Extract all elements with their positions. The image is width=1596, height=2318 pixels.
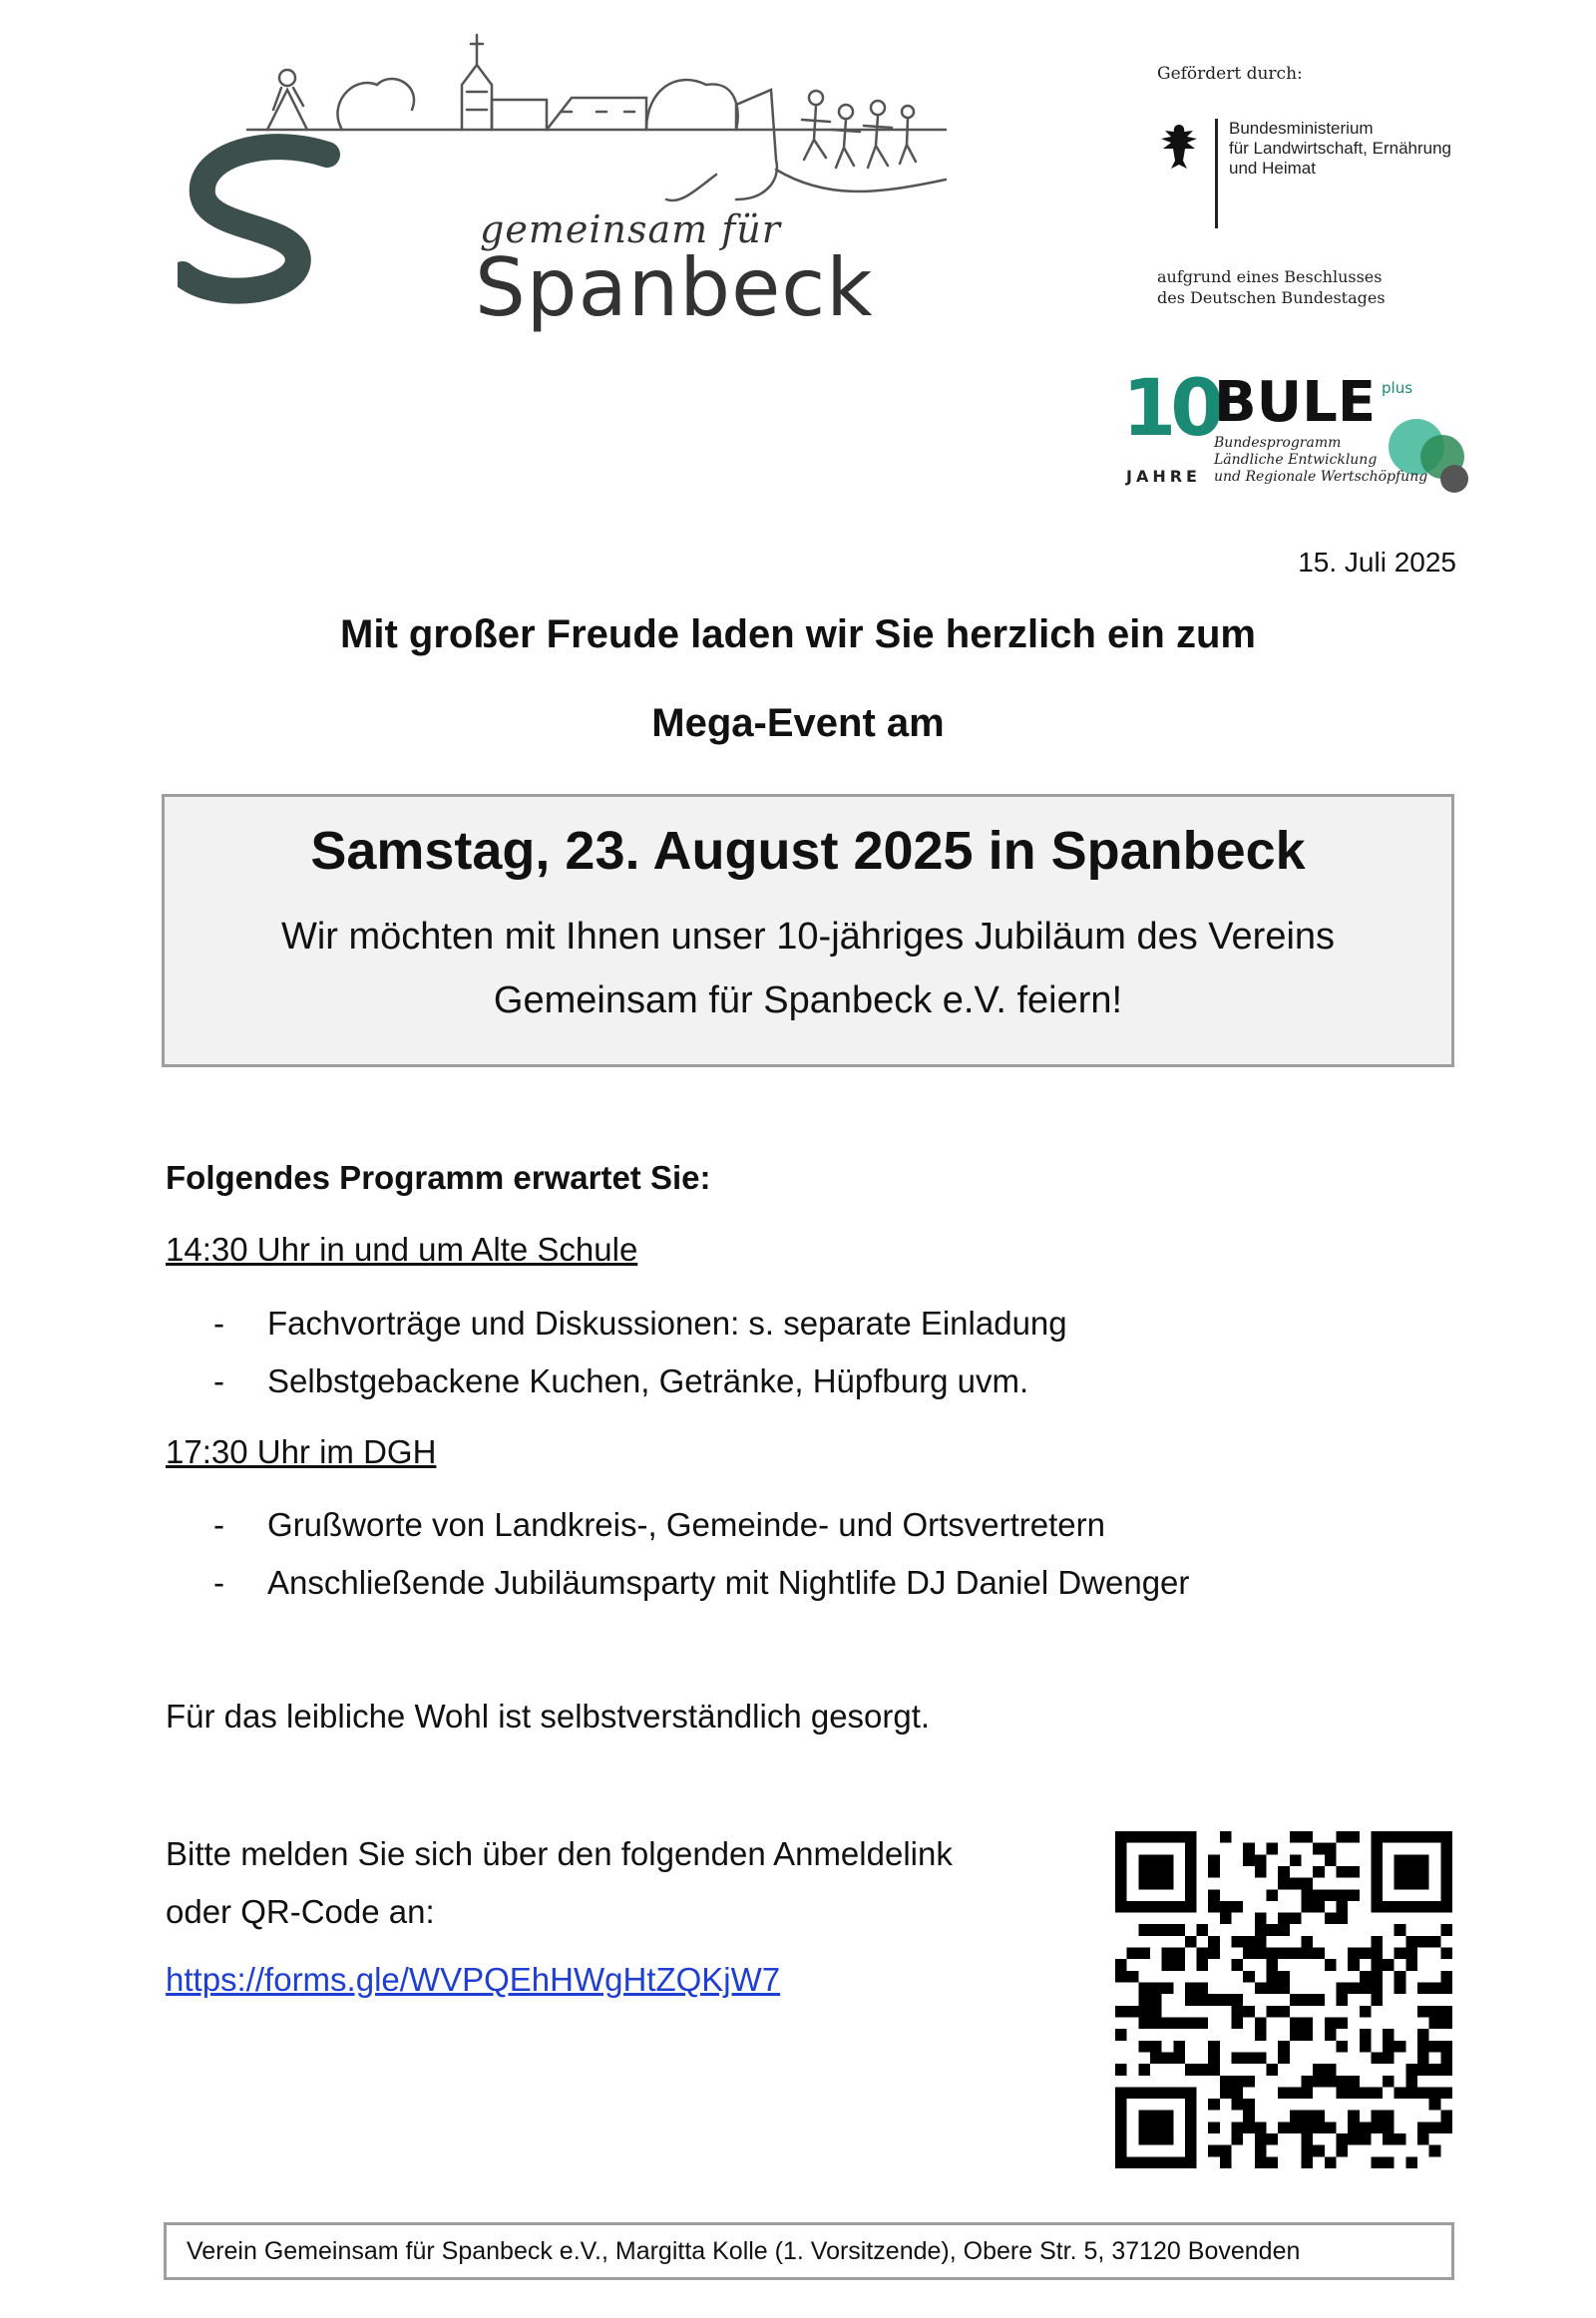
bule-description-line-2: Ländliche Entwicklung [1214,452,1378,468]
list-item [213,1496,1189,1554]
bule-name: BULE [1214,370,1377,435]
bule-years-label: JAHRE [1126,467,1201,486]
catering-note: Für das leibliche Wohl ist selbstverständlich gesorgt. [166,1698,931,1735]
bule-description [1214,435,1427,486]
program-item-text: Grußworte von Landkreis-, Gemeinde- und Ortsvertretern [267,1506,1106,1543]
registration-link[interactable]: https://forms.gle/WVPQEhHWgHtZQKjW7 [166,1961,781,1998]
bule-anniversary-number: 10 [1122,364,1219,454]
bule-plus-label: plus [1382,379,1413,397]
letter-date: 15. Juli 2025 [1298,547,1456,578]
list-item [213,1352,1067,1410]
bule-description-line-1: Bundesprogramm [1214,435,1342,451]
event-description-line-2: Gemeinsam für Spanbeck e.V. feiern! [493,979,1123,1021]
bundestag-note-line-2: des Deutschen Bundestages [1157,288,1386,307]
logo-title: Spanbeck [475,241,874,334]
program-list-2 [213,1496,1189,1612]
program-time-2: 17:30 Uhr im DGH [166,1433,437,1470]
event-description-line-1: Wir möchten mit Ihnen unser 10-jähriges Jubiläum des Vereins [280,916,1336,958]
program-list-1 [213,1295,1067,1410]
qr-code-icon [1115,1831,1452,2168]
federal-eagle-icon [1157,119,1201,173]
registration-qr-code[interactable] [1115,1831,1452,2168]
funding-intro: Gefördert durch: [1157,64,1303,84]
ministry-divider [1215,119,1218,228]
registration-text [166,1825,1113,1941]
event-date-title: Samstag, 23. August 2025 in Spanbeck [310,821,1306,881]
program-time-1: 14:30 Uhr in und um Alte Schule [166,1231,638,1268]
verein-logo [178,30,1005,334]
bullet-dash: - [213,1305,224,1342]
invitation-line-1: Mit großer Freude laden wir Sie herzlich ein zum [340,612,1256,656]
bullet-dash: - [213,1506,224,1543]
ministry-name [1229,119,1451,179]
list-item [213,1554,1189,1612]
funding-notice [1157,64,1476,307]
ministry-line-3: und Heimat [1229,159,1316,178]
bullet-dash: - [213,1362,224,1399]
bundestag-note [1157,266,1386,308]
bule-logo [1122,364,1471,499]
program-item-text: Selbstgebackene Kuchen, Getränke, Hüpfburg uvm. [267,1362,1029,1399]
invitation-line-2: Mega-Event am [651,701,945,745]
footer-address: Verein Gemeinsam für Spanbeck e.V., Margitta Kolle (1. Vorsitzende), Obere Str. 5, 37120 Bovenden [164,2222,1454,2280]
event-description [165,905,1451,1032]
registration-line-2: oder QR-Code an: [166,1893,435,1930]
event-highlight-box [162,794,1454,1067]
registration-line-1: Bitte melden Sie sich über den folgenden Anmeldelink [166,1835,953,1872]
bullet-dash: - [213,1564,224,1601]
ministry-line-1: Bundesministerium [1229,119,1374,138]
bule-description-line-3: und Regionale Wertschöpfung [1214,469,1428,485]
logo-subtitle: gemeinsam für [480,207,781,251]
list-item [213,1295,1067,1352]
bundestag-note-line-1: aufgrund eines Beschlusses [1157,267,1383,286]
ministry-line-2: für Landwirtschaft, Ernährung [1229,139,1452,158]
program-heading: Folgendes Programm erwartet Sie: [166,1159,711,1196]
program-item-text: Fachvorträge und Diskussionen: s. separate Einladung [267,1305,1067,1342]
program-item-text: Anschließende Jubiläumsparty mit Nightlife DJ Daniel Dwenger [267,1564,1190,1601]
ministry-logo [1157,119,1476,248]
